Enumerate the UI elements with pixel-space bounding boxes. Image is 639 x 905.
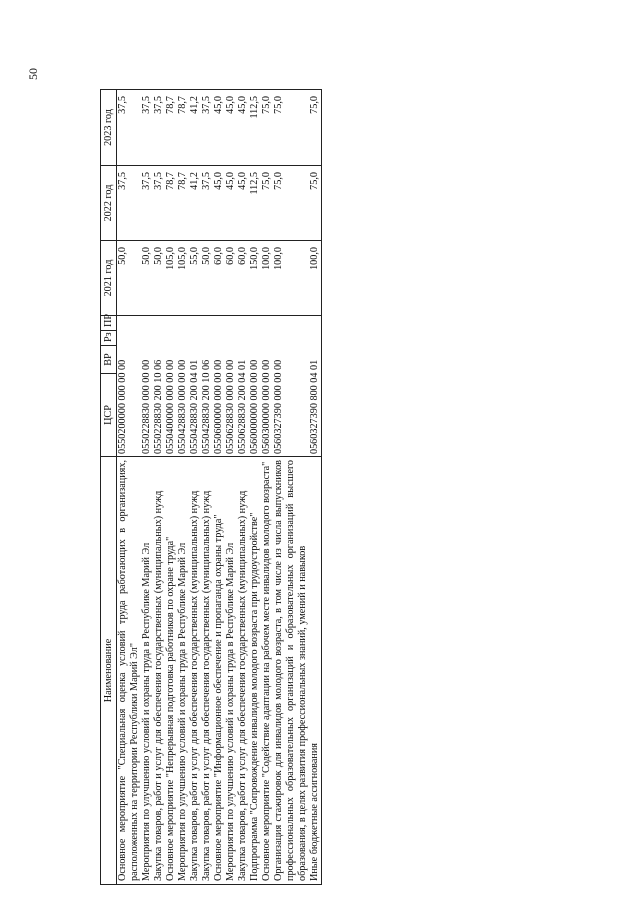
header-csr: ЦСР xyxy=(101,374,117,457)
row-name: Мероприятия по улучшению условий и охраны труда в Республике Марий Эл xyxy=(225,457,237,885)
row-name: Организация стажировок для инвалидов молодого возраста, в том числе из числа выпускников профессиональных образовательных организаций и образовательных организаций высшего образования, в целях развития профессиональных знаний, умений и навыков xyxy=(273,457,309,885)
table-row xyxy=(261,90,273,885)
row-code: 0550428830 200 10 06 xyxy=(201,316,213,457)
table-row xyxy=(177,90,189,885)
row-code: 0550628830 200 04 01 xyxy=(237,316,249,457)
row-2022: 75,0 xyxy=(273,166,309,241)
header-vr: ВР xyxy=(101,346,117,374)
row-name: Основное мероприятие "Содействие адаптации на рабочем месте инвалидов молодого возраста" xyxy=(261,457,273,885)
row-2022: 37,5 xyxy=(153,166,165,241)
page-number: 50 xyxy=(26,68,40,80)
table-row xyxy=(189,90,201,885)
row-2023: 75,0 xyxy=(273,90,309,166)
table-header-row xyxy=(101,90,117,885)
row-2021: 50,0 xyxy=(117,241,142,316)
row-2023: 37,5 xyxy=(201,90,213,166)
row-2022: 45,0 xyxy=(225,166,237,241)
row-code: 0550428830 200 04 01 xyxy=(189,316,201,457)
row-2022: 75,0 xyxy=(261,166,273,241)
header-2021: 2021 год xyxy=(101,241,117,316)
row-2021: 60,0 xyxy=(213,241,225,316)
row-code: 0550228830 200 10 06 xyxy=(153,316,165,457)
row-2021: 50,0 xyxy=(153,241,165,316)
row-code: 0550428830 000 00 00 xyxy=(177,316,189,457)
row-2021: 150,0 xyxy=(249,241,261,316)
row-name: Основное мероприятие "Информационное обеспечение и пропаганда охраны труда" xyxy=(213,457,225,885)
table-row xyxy=(237,90,249,885)
row-2022: 37,5 xyxy=(141,166,153,241)
header-rz: Рз xyxy=(101,331,117,346)
row-name: Закупка товаров, работ и услуг для обеспечения государственных (муниципальных) нужд xyxy=(237,457,249,885)
row-code: 0550228830 000 00 00 xyxy=(141,316,153,457)
row-2023: 75,0 xyxy=(261,90,273,166)
row-2023: 45,0 xyxy=(225,90,237,166)
row-2021: 60,0 xyxy=(225,241,237,316)
row-name: Закупка товаров, работ и услуг для обеспечения государственных (муниципальных) нужд xyxy=(189,457,201,885)
row-name: Мероприятия по улучшению условий и охраны труда в Республике Марий Эл xyxy=(141,457,153,885)
row-code: 0560327390 000 00 00 xyxy=(273,316,309,457)
table-row xyxy=(249,90,261,885)
header-name: Наименование xyxy=(101,457,117,885)
row-2022: 45,0 xyxy=(213,166,225,241)
table-row xyxy=(141,90,153,885)
row-2022: 112,5 xyxy=(249,166,261,241)
row-2023: 78,7 xyxy=(165,90,177,166)
row-2021: 105,0 xyxy=(177,241,189,316)
row-code: 0550200000 000 00 00 xyxy=(117,316,142,457)
table-row xyxy=(273,90,309,885)
row-2021: 100,0 xyxy=(261,241,273,316)
row-name: Иные бюджетные ассигнования xyxy=(309,457,322,885)
table-row xyxy=(309,90,322,885)
row-2023: 37,5 xyxy=(153,90,165,166)
header-pr: ПР xyxy=(101,316,117,331)
row-2021: 100,0 xyxy=(273,241,309,316)
row-2021: 105,0 xyxy=(165,241,177,316)
row-2022: 78,7 xyxy=(177,166,189,241)
row-name: Мероприятия по улучшению условий и охраны труда в Республике Марий Эл xyxy=(177,457,189,885)
row-code: 0560327390 800 04 01 xyxy=(309,316,322,457)
row-code: 0560000000 000 00 00 xyxy=(249,316,261,457)
row-2022: 41,2 xyxy=(189,166,201,241)
row-2022: 78,7 xyxy=(165,166,177,241)
row-2021: 100,0 xyxy=(309,241,322,316)
header-2022: 2022 год xyxy=(101,166,117,241)
table-row xyxy=(213,90,225,885)
row-code: 0550628830 000 00 00 xyxy=(225,316,237,457)
header-2023: 2023 год xyxy=(101,90,117,166)
row-2021: 55,0 xyxy=(189,241,201,316)
row-2022: 37,5 xyxy=(117,166,142,241)
row-2023: 45,0 xyxy=(237,90,249,166)
table-row xyxy=(153,90,165,885)
row-2021: 50,0 xyxy=(201,241,213,316)
row-2023: 45,0 xyxy=(213,90,225,166)
table-row xyxy=(201,90,213,885)
row-2021: 60,0 xyxy=(237,241,249,316)
table-body xyxy=(117,90,322,885)
row-2023: 37,5 xyxy=(117,90,142,166)
row-2022: 75,0 xyxy=(309,166,322,241)
table-row xyxy=(165,90,177,885)
row-2023: 78,7 xyxy=(177,90,189,166)
table-row xyxy=(117,90,142,885)
row-code: 0560300000 000 00 00 xyxy=(261,316,273,457)
row-2021: 50,0 xyxy=(141,241,153,316)
budget-table-rotated xyxy=(100,90,565,885)
row-2023: 75,0 xyxy=(309,90,322,166)
table-row xyxy=(225,90,237,885)
row-2022: 37,5 xyxy=(201,166,213,241)
row-name: Основное мероприятие "Непрерывная подготовка работников по охране труда" xyxy=(165,457,177,885)
row-name: Подпрограмма "Сопровождение инвалидов молодого возраста при трудоустройстве" xyxy=(249,457,261,885)
row-name: Закупка товаров, работ и услуг для обеспечения государственных (муниципальных) нужд xyxy=(201,457,213,885)
row-code: 0550600000 000 00 00 xyxy=(213,316,225,457)
row-name: Основное мероприятие "Специальная оценка условий труда работающих в организациях, расположенных на территории Республики Марий Эл" xyxy=(117,457,142,885)
row-2023: 37,5 xyxy=(141,90,153,166)
row-2023: 41,2 xyxy=(189,90,201,166)
budget-table xyxy=(100,89,322,885)
row-code: 0550400000 000 00 00 xyxy=(165,316,177,457)
row-name: Закупка товаров, работ и услуг для обеспечения государственных (муниципальных) нужд xyxy=(153,457,165,885)
row-2023: 112,5 xyxy=(249,90,261,166)
row-2022: 45,0 xyxy=(237,166,249,241)
